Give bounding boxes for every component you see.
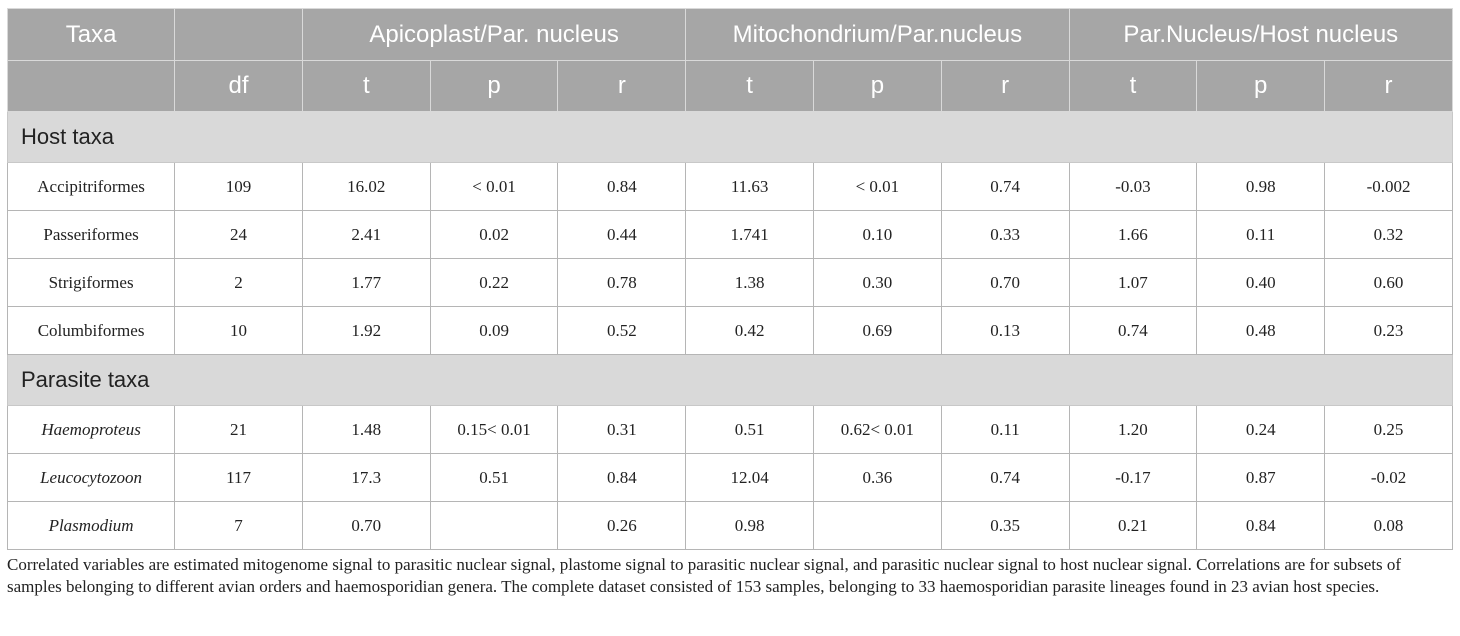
value-cell: 0.98 — [686, 502, 814, 550]
header-blank — [175, 9, 303, 61]
value-cell: 0.44 — [558, 211, 686, 259]
value-cell: 0.33 — [941, 211, 1069, 259]
value-cell — [430, 502, 558, 550]
header-p: p — [430, 61, 558, 112]
value-cell: 1.20 — [1069, 406, 1197, 454]
value-cell: 0.40 — [1197, 259, 1325, 307]
taxon-cell: Leucocytozoon — [8, 454, 175, 502]
value-cell: 0.42 — [686, 307, 814, 355]
value-cell: 0.51 — [686, 406, 814, 454]
value-cell: 0.84 — [1197, 502, 1325, 550]
value-cell: 0.32 — [1325, 211, 1453, 259]
value-cell: 0.13 — [941, 307, 1069, 355]
taxon-cell: Accipitriformes — [8, 163, 175, 211]
value-cell: 0.30 — [814, 259, 942, 307]
value-cell: 21 — [175, 406, 303, 454]
value-cell: 0.74 — [1069, 307, 1197, 355]
value-cell: 12.04 — [686, 454, 814, 502]
value-cell: < 0.01 — [814, 163, 942, 211]
value-cell: 0.08 — [1325, 502, 1453, 550]
value-cell: 0.11 — [941, 406, 1069, 454]
value-cell: 7 — [175, 502, 303, 550]
value-cell: 2 — [175, 259, 303, 307]
value-cell: 1.92 — [302, 307, 430, 355]
value-cell: 0.70 — [941, 259, 1069, 307]
table-body — [8, 112, 1453, 550]
value-cell: -0.02 — [1325, 454, 1453, 502]
value-cell: 0.35 — [941, 502, 1069, 550]
header-group-apicoplast: Apicoplast/Par. nucleus — [302, 9, 685, 61]
value-cell: 1.77 — [302, 259, 430, 307]
table-row — [8, 163, 1453, 211]
taxon-cell: Columbiformes — [8, 307, 175, 355]
header-taxa-blank — [8, 61, 175, 112]
value-cell: 1.07 — [1069, 259, 1197, 307]
value-cell: 0.60 — [1325, 259, 1453, 307]
header-r: r — [1325, 61, 1453, 112]
value-cell: 0.15< 0.01 — [430, 406, 558, 454]
value-cell: 0.84 — [558, 454, 686, 502]
value-cell: 0.70 — [302, 502, 430, 550]
table-header — [8, 9, 1453, 112]
header-p: p — [1197, 61, 1325, 112]
value-cell: 0.26 — [558, 502, 686, 550]
header-t: t — [302, 61, 430, 112]
section-row — [8, 112, 1453, 163]
value-cell: 0.11 — [1197, 211, 1325, 259]
value-cell: -0.03 — [1069, 163, 1197, 211]
value-cell: 11.63 — [686, 163, 814, 211]
header-group-mitochondrium: Mitochondrium/Par.nucleus — [686, 9, 1069, 61]
value-cell: 10 — [175, 307, 303, 355]
value-cell: 0.74 — [941, 454, 1069, 502]
value-cell: 0.98 — [1197, 163, 1325, 211]
value-cell: 0.52 — [558, 307, 686, 355]
header-t: t — [686, 61, 814, 112]
value-cell: 0.10 — [814, 211, 942, 259]
value-cell — [814, 502, 942, 550]
table-row — [8, 454, 1453, 502]
value-cell: -0.002 — [1325, 163, 1453, 211]
header-r: r — [941, 61, 1069, 112]
value-cell: 0.84 — [558, 163, 686, 211]
value-cell: 1.741 — [686, 211, 814, 259]
value-cell: 0.62< 0.01 — [814, 406, 942, 454]
value-cell: 0.02 — [430, 211, 558, 259]
table-row — [8, 211, 1453, 259]
results-table-figure — [7, 8, 1453, 598]
value-cell: 0.51 — [430, 454, 558, 502]
table-row — [8, 502, 1453, 550]
value-cell: 1.66 — [1069, 211, 1197, 259]
section-title: Parasite taxa — [8, 355, 1453, 406]
taxon-cell: Passeriformes — [8, 211, 175, 259]
value-cell: 2.41 — [302, 211, 430, 259]
value-cell: 0.31 — [558, 406, 686, 454]
taxon-cell: Plasmodium — [8, 502, 175, 550]
header-r: r — [558, 61, 686, 112]
taxon-cell: Haemoproteus — [8, 406, 175, 454]
table-caption: Correlated variables are estimated mitogenome signal to parasitic nuclear signal, plastome signal to parasitic nuclear signal, and parasitic nuclear signal to host nuclear signal. Correlations are for subsets of samples belonging to different avian orders and haemosporidian genera. The complete dataset consisted of 153 samples, belonging to 33 haemosporidian parasite lineages found in 23 avian host species. — [7, 555, 1402, 596]
value-cell: 0.74 — [941, 163, 1069, 211]
header-p: p — [814, 61, 942, 112]
value-cell: 17.3 — [302, 454, 430, 502]
value-cell: 0.48 — [1197, 307, 1325, 355]
value-cell: 1.38 — [686, 259, 814, 307]
correlation-table — [7, 8, 1453, 550]
section-title: Host taxa — [8, 112, 1453, 163]
value-cell: 0.78 — [558, 259, 686, 307]
value-cell: 0.25 — [1325, 406, 1453, 454]
header-taxa: Taxa — [8, 9, 175, 61]
header-df: df — [175, 61, 303, 112]
table-row — [8, 307, 1453, 355]
table-row — [8, 259, 1453, 307]
value-cell: 0.87 — [1197, 454, 1325, 502]
taxon-cell: Strigiformes — [8, 259, 175, 307]
value-cell: 0.09 — [430, 307, 558, 355]
value-cell: < 0.01 — [430, 163, 558, 211]
value-cell: 16.02 — [302, 163, 430, 211]
value-cell: 0.24 — [1197, 406, 1325, 454]
value-cell: 0.21 — [1069, 502, 1197, 550]
value-cell: 1.48 — [302, 406, 430, 454]
value-cell: 0.22 — [430, 259, 558, 307]
value-cell: 0.36 — [814, 454, 942, 502]
table-row — [8, 406, 1453, 454]
header-group-host-nucleus: Par.Nucleus/Host nucleus — [1069, 9, 1452, 61]
section-row — [8, 355, 1453, 406]
value-cell: 109 — [175, 163, 303, 211]
value-cell: 24 — [175, 211, 303, 259]
value-cell: -0.17 — [1069, 454, 1197, 502]
value-cell: 117 — [175, 454, 303, 502]
value-cell: 0.23 — [1325, 307, 1453, 355]
header-t: t — [1069, 61, 1197, 112]
value-cell: 0.69 — [814, 307, 942, 355]
